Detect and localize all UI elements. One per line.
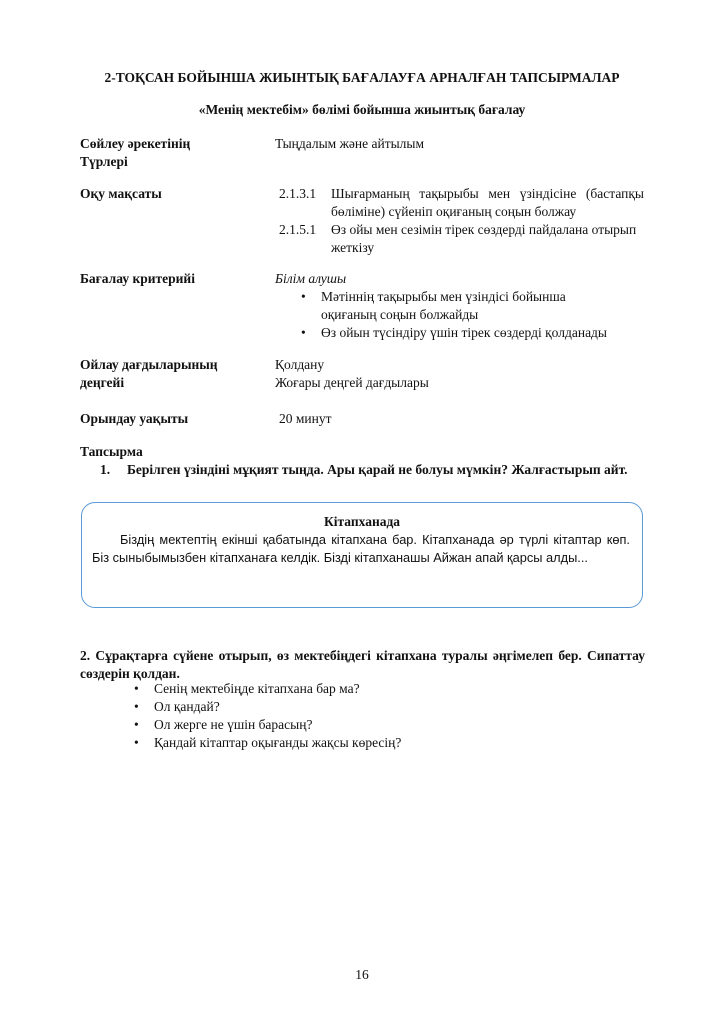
criteria-item: • Мәтіннің тақырыбы мен үзіндісі бойынша оқиғаның соңын болжайды [275,288,611,324]
page-number: 16 [355,967,369,982]
task-2-text: 2. Сұрақтарға сүйене отырып, өз мектебіңдегі кітапхана туралы әңгімелеп бер. Сипаттау сөздерін қолдан. [80,648,645,681]
criteria-list [275,288,645,342]
learning-goal-item [279,185,644,221]
task-1-number: 1. [100,462,111,477]
time-label: Орындау уақыты [80,411,189,426]
learning-goal-item [279,221,644,257]
goal-text: Шығарманың тақырыбы мен үзіндісіне (бастапқы бөліміне) сүйеніп оқиғаның соңын болжау [331,186,644,219]
question-item: • Ол жерге не үшін барасың? [108,716,401,734]
question-item: • Қандай кітаптар оқығанды жақсы көресің? [108,734,401,752]
thinking-level-value: Қолдану Жоғары деңгей дағдылары [275,357,429,390]
thinking-level-label: Ойлау дағдыларының деңгейі [80,357,218,390]
question-item: • Сенің мектебіңде кітапхана бар ма? [108,680,401,698]
reading-passage-box [81,502,643,608]
question-list [108,680,401,752]
time-value: 20 минут [279,411,332,426]
task-label: Тапсырма [80,444,143,459]
task-1 [100,461,645,479]
passage-title: Кітапханада [323,514,401,529]
criteria-label: Бағалау критерийі [80,271,195,286]
speech-types-label: Сөйлеу әрекетінің Түрлері [80,136,191,169]
speech-types-value: Тыңдалым және айтылым [275,136,425,151]
criteria-head: Білім алушы [275,271,347,286]
task-1-text: Берілген үзіндіні мұқият тыңда. Ары қарай не болуы мүмкін? Жалғастырып айт. [127,462,628,477]
goal-text: Өз ойы мен сезімін тірек сөздерді пайдалана отырып жеткізу [331,222,637,255]
criteria-block [275,270,645,342]
goal-code: 2.1.5.1 [279,222,317,237]
passage-text: Біздің мектептің екінші қабатында кітапхана бар. Кітапханада әр түрлі кітаптар көп. Біз сыныбымызбен кітапханаға келдік. Бізді кітапханашы Айжан апай қарсы алды... [92,532,630,565]
learning-goal-label: Оқу мақсаты [80,186,162,201]
page-subtitle: «Менің мектебім» бөлімі бойынша жиынтық бағалау [198,102,526,117]
goal-code: 2.1.3.1 [279,186,317,201]
criteria-item: • Өз ойын түсіндіру үшін тірек сөздерді қолданады [275,324,645,342]
question-item: • Ол қандай? [108,698,401,716]
page-title: 2-ТОҚСАН БОЙЫНША ЖИЫНТЫҚ БАҒАЛАУҒА АРНАЛҒАН ТАПСЫРМАЛАР [104,70,620,85]
